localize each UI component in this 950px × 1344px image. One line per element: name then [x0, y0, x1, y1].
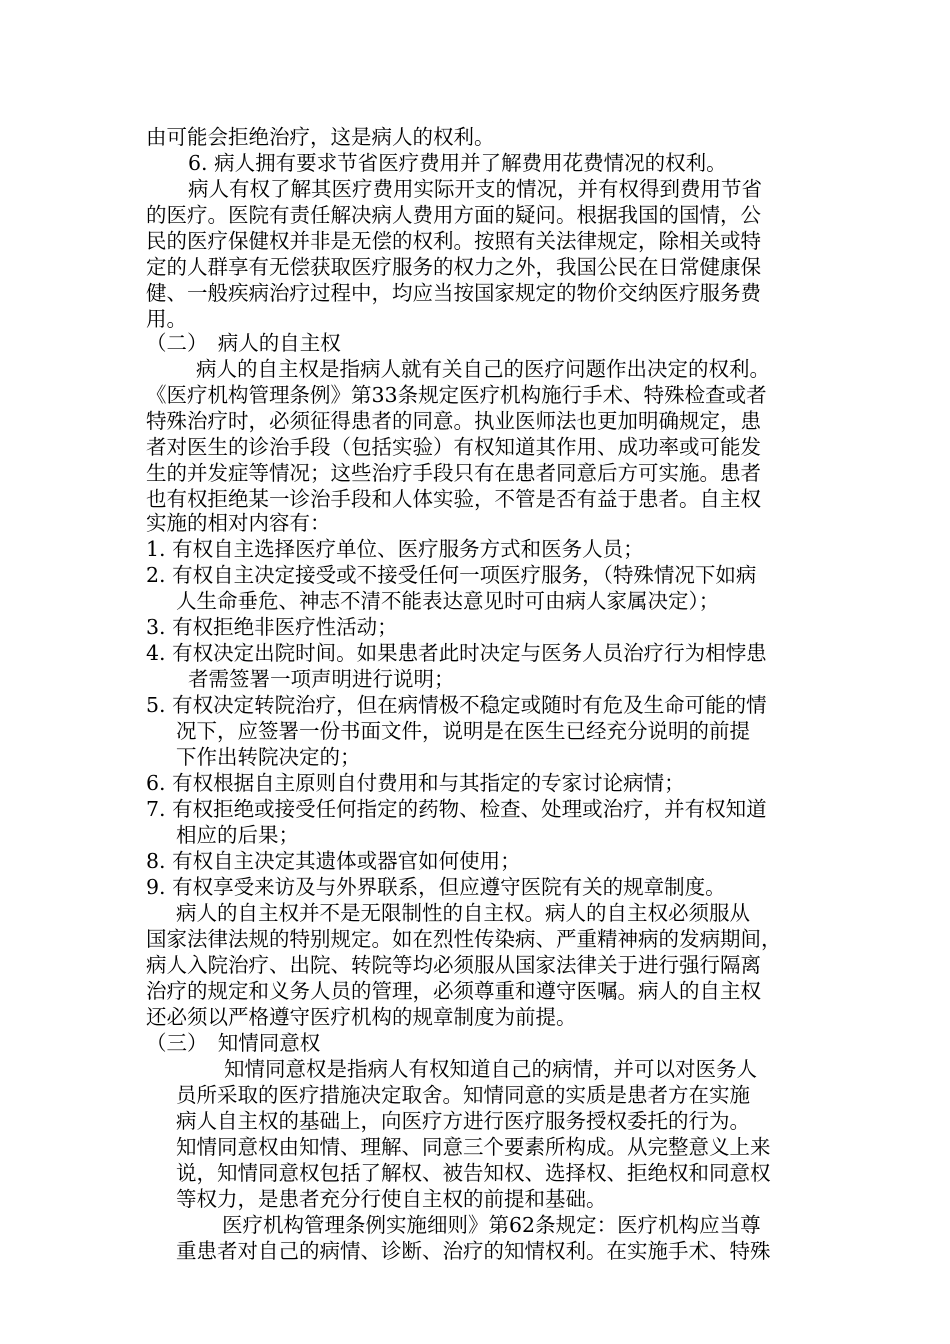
list-item: 4. 有权决定出院时间。如果患者此时决定与医务人员治疗行为相悖患 — [146, 641, 767, 665]
text-line: 病人自主权的基础上，向医疗方进行医疗服务授权委托的行为。 — [176, 1109, 750, 1133]
text-line: 知情同意权是指病人有权知道自己的病情，并可以对医务人 — [224, 1057, 757, 1081]
list-item: 6. 有权根据自主原则自付费用和与其指定的专家讨论病情； — [146, 771, 685, 795]
list-item: 5. 有权决定转院治疗，但在病情极不稳定或随时有危及生命可能的情 — [146, 693, 767, 717]
text-line: 健、一般疾病治疗过程中，均应当按国家规定的物价交纳医疗服务费 — [146, 281, 761, 305]
list-item-continuation: 人生命垂危、神志不清不能表达意见时可由病人家属决定）； — [176, 589, 720, 613]
text-line: 由可能会拒绝治疗，这是病人的权利。 — [146, 125, 495, 149]
list-item-continuation: 况下，应签署一份书面文件，说明是在医生已经充分说明的前提 — [176, 719, 750, 743]
text-line: 也有权拒绝某一诊治手段和人体实验，不管是否有益于患者。自主权 — [146, 487, 761, 511]
section-heading: （三） 知情同意权 — [146, 1031, 321, 1055]
text-line: 用。 — [146, 307, 187, 331]
text-line: 的医疗。医院有责任解决病人费用方面的疑问。根据我国的国情，公 — [146, 203, 761, 227]
text-line: 生的并发症等情况；这些治疗手段只有在患者同意后方可实施。患者 — [146, 461, 761, 485]
text-line: 治疗的规定和义务人员的管理，必须尊重和遵守医嘱。病人的自主权 — [146, 979, 761, 1003]
list-item-continuation: 下作出转院决定的； — [176, 745, 361, 769]
text-line: 病人有权了解其医疗费用实际开支的情况，并有权得到费用节省 — [188, 177, 762, 201]
list-item: 3. 有权拒绝非医疗性活动； — [146, 615, 398, 639]
text-line: 实施的相对内容有： — [146, 511, 331, 535]
list-item: 2. 有权自主决定接受或不接受任何一项医疗服务，（特殊情况下如病 — [146, 563, 757, 587]
text-line: 还必须以严格遵守医疗机构的规章制度为前提。 — [146, 1005, 577, 1029]
text-line: 医疗机构管理条例实施细则》第62条规定：医疗机构应当尊 — [222, 1213, 761, 1237]
text-line: 者对医生的诊治手段（包括实验）有权知道其作用、成功率或可能发 — [146, 435, 761, 459]
text-line: 病人的自主权并不是无限制性的自主权。病人的自主权必须服从 — [176, 901, 750, 925]
text-line: 等权力，是患者充分行使自主权的前提和基础。 — [176, 1187, 607, 1211]
list-item: 8. 有权自主决定其遗体或器官如何使用； — [146, 849, 521, 873]
list-item: 7. 有权拒绝或接受任何指定的药物、检查、处理或治疗，并有权知道 — [146, 797, 767, 821]
list-item: 1. 有权自主选择医疗单位、医疗服务方式和医务人员； — [146, 537, 644, 561]
text-line: 说，知情同意权包括了解权、被告知权、选择权、拒绝权和同意权 — [176, 1161, 771, 1185]
section-heading: （二） 病人的自主权 — [146, 331, 341, 355]
text-line: 员所采取的医疗措施决定取舍。知情同意的实质是患者方在实施 — [176, 1083, 750, 1107]
text-line: 病人入院治疗、出院、转院等均必须服从国家法律关于进行强行隔离 — [146, 953, 761, 977]
text-line: 民的医疗保健权并非是无偿的权利。按照有关法律规定，除相关或特 — [146, 229, 761, 253]
list-item: 9. 有权享受来访及与外界联系，但应遵守医院有关的规章制度。 — [146, 875, 726, 899]
list-item-continuation: 者需签署一项声明进行说明； — [188, 667, 455, 691]
text-line: 病人的自主权是指病人就有关自己的医疗问题作出决定的权利。 — [196, 357, 770, 381]
text-line: 特殊治疗时，必须征得患者的同意。执业医师法也更加明确规定，患 — [146, 409, 761, 433]
text-line: 《医疗机构管理条例》第33条规定医疗机构施行手术、特殊检查或者 — [146, 383, 767, 407]
list-item-continuation: 相应的后果； — [176, 823, 299, 847]
text-line: 知情同意权由知情、理解、同意三个要素所构成。从完整意义上来 — [176, 1135, 771, 1159]
text-line: 国家法律法规的特别规定。如在烈性传染病、严重精神病的发病期间， — [146, 927, 782, 951]
text-line: 定的人群享有无偿获取医疗服务的权力之外，我国公民在日常健康保 — [146, 255, 761, 279]
text-line: 重患者对自己的病情、诊断、治疗的知情权利。在实施手术、特殊 — [176, 1239, 771, 1263]
numbered-heading: 6. 病人拥有要求节省医疗费用并了解费用花费情况的权利。 — [188, 151, 727, 175]
